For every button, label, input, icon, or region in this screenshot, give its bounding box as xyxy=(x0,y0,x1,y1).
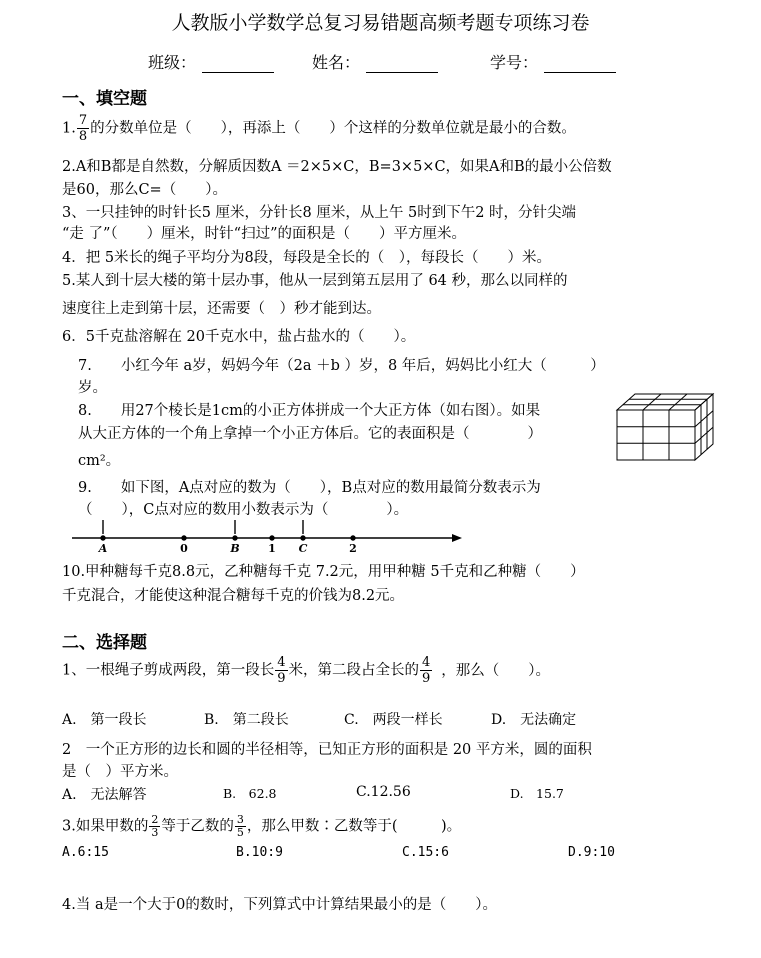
q8-line3: cm²。 xyxy=(78,453,121,469)
nl-label-a: A xyxy=(98,542,108,555)
nl-label-c: C xyxy=(298,542,308,555)
class-label: 班级： xyxy=(148,53,197,72)
q10-line2: 千克混合，才能使这种混合糖每千克的价钱为8.2元。 xyxy=(62,588,405,604)
cq2-option-d: D. 15.7 xyxy=(510,786,564,801)
cq3-option-c: C.15:6 xyxy=(402,845,449,860)
section-heading-choice: 二、选择题 xyxy=(62,633,147,653)
q2-line2: 是60，那么C=（ ）。 xyxy=(62,182,227,198)
cq2-line1: 2 一个正方形的边长和圆的半径相等，已知正方形的面积是 20 平方米，圆的面积 xyxy=(62,742,592,758)
nl-label-0: 0 xyxy=(180,542,188,555)
cq4-line1: 4.当 a是一个大于0的数时，下列算式中计算结果最小的是（ ）。 xyxy=(62,897,498,913)
cq3-option-d: D.9:10 xyxy=(568,845,615,860)
frac-den: 9 xyxy=(277,671,286,686)
section-heading-fill: 一、填空题 xyxy=(62,89,147,109)
cq3-option-a: A.6:15 xyxy=(62,845,109,860)
choice-q1 xyxy=(62,655,550,686)
q3-line2: “走 了”（ ）厘米，时针“扫过”的面积是（ ）平方厘米。 xyxy=(62,226,467,242)
cq1-option-d: D. 无法确定 xyxy=(491,712,577,728)
cq1-option-c: C. 两段一样长 xyxy=(344,712,443,728)
frac-den: 3 xyxy=(151,826,159,839)
name-label: 姓名： xyxy=(312,53,361,72)
cq3-option-b: B.10:9 xyxy=(236,845,283,860)
fraction-4-9-a xyxy=(275,655,287,686)
cq2-option-a: A. 无法解答 xyxy=(62,787,147,803)
frac-den: 5 xyxy=(236,826,244,839)
cq3-pre: 3.如果甲数的 xyxy=(62,818,149,835)
name-blank xyxy=(366,56,438,73)
q1-num: 1. xyxy=(62,120,76,137)
name-field xyxy=(312,50,438,73)
q5-line2: 速度往上走到第十层，还需要（ ）秒才能到达。 xyxy=(62,301,381,317)
frac-num: 2 xyxy=(151,813,159,826)
frac-den: 8 xyxy=(78,129,88,144)
number-line xyxy=(68,518,468,556)
nl-label-2: 2 xyxy=(349,542,357,555)
q4-line1: 4．把 5米长的绳子平均分为8段，每段是全长的（ ），每段长（ ）米。 xyxy=(62,250,552,266)
q9-line1: 9. 如下图，A点对应的数为（ ），B点对应的数用最简分数表示为 xyxy=(78,480,541,496)
choice-q3 xyxy=(62,814,461,839)
q1-text: 的分数单位是（ ），再添上（ ）个这样的分数单位就是最小的合数。 xyxy=(90,120,576,137)
q7-line1: 7. 小红今年 a岁，妈妈今年（2a ＋b ）岁，8 年后，妈妈比小红大（ ） xyxy=(78,358,605,374)
question-1 xyxy=(62,113,576,144)
cq2-option-c: C.12.56 xyxy=(356,784,411,800)
nl-label-1: 1 xyxy=(268,542,276,555)
class-blank xyxy=(202,56,274,73)
cq2-option-b: B. 62.8 xyxy=(223,786,277,801)
q6-line1: 6．5千克盐溶解在 20千克水中，盐占盐水的（ ）。 xyxy=(62,329,416,345)
id-label: 学号： xyxy=(490,53,539,72)
cq3-mid: 等于乙数的 xyxy=(161,818,234,835)
fraction-2-3 xyxy=(149,814,160,839)
q7-line2: 岁。 xyxy=(78,380,107,396)
cq1-option-a: A. 第一段长 xyxy=(62,712,147,728)
frac-num: 4 xyxy=(422,655,431,670)
q3-line1: 3、一只挂钟的时针长5 厘米，分针长8 厘米，从上午 5时到下午2 时，分针尖端 xyxy=(62,205,577,221)
cq1-option-b: B. 第二段长 xyxy=(204,712,289,728)
q9-line2: （ ），C点对应的数用小数表示为（ ）。 xyxy=(78,502,409,518)
fraction-3-5 xyxy=(235,814,246,839)
id-field xyxy=(490,50,616,73)
cube-figure xyxy=(614,392,722,462)
frac-num: 4 xyxy=(277,655,286,670)
cq1-post: ，那么（ ）。 xyxy=(441,662,551,679)
cq3-post: ，那么甲数∶乙数等于( )。 xyxy=(246,818,462,835)
cq2-line2: 是（ ）平方米。 xyxy=(62,764,178,780)
q8-line1: 8. 用27个棱长是1cm的小正方体拼成一个大正方体（如右图）。如果 xyxy=(78,403,541,419)
frac-den: 9 xyxy=(422,671,431,686)
class-field xyxy=(148,50,274,73)
q10-line1: 10.甲种糖每千克8.8元，乙种糖每千克 7.2元，用甲种糖 5千克和乙种糖（ ） xyxy=(62,564,585,580)
cq1-mid: 米，第二段占全长的 xyxy=(288,662,420,679)
nl-label-b: B xyxy=(230,542,240,555)
fraction-7-8 xyxy=(77,113,89,144)
cq1-pre: 1、一根绳子剪成两段，第一段长 xyxy=(62,662,275,679)
q2-line1: 2.A和B都是自然数，分解质因数A ＝2×5×C，B=3×5×C，如果A和B的最小公倍数 xyxy=(62,159,612,175)
id-blank xyxy=(544,56,616,73)
q8-line2: 从大正方体的一个角上拿掉一个小正方体后。它的表面积是（ ） xyxy=(78,426,542,442)
frac-num: 3 xyxy=(236,813,244,826)
frac-num: 7 xyxy=(78,113,88,128)
q5-line1: 5.某人到十层大楼的第十层办事，他从一层到第五层用了 64 秒，那么以同样的 xyxy=(62,273,568,289)
page-title: 人教版小学数学总复习易错题高频考题专项练习卷 xyxy=(171,12,590,34)
fraction-4-9-b xyxy=(420,655,432,686)
